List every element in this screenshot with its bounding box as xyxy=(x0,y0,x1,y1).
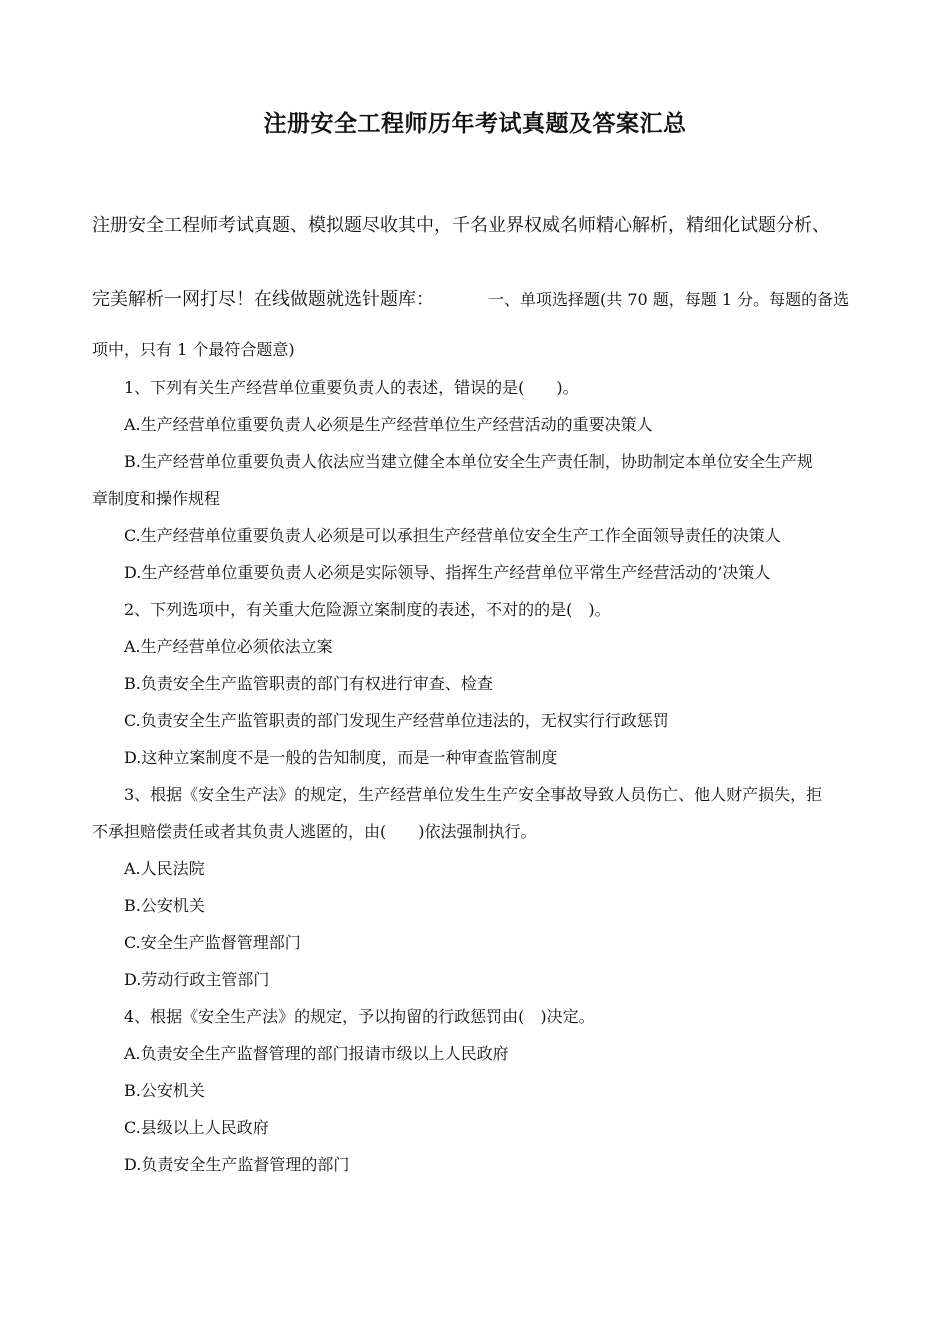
intro-line-1: 注册安全工程师考试真题、模拟题尽收其中，千名业界权威名师精心解析，精细化试题分析、 xyxy=(92,215,830,236)
question-1-option-a: A.生产经营单位重要负责人必须是生产经营单位生产经营活动的重要决策人 xyxy=(124,415,653,434)
question-2-option-b: B.负责安全生产监管职责的部门有权进行审查、检查 xyxy=(124,674,493,693)
question-2-stem: 2、下列选项中，有关重大危险源立案制度的表述，不对的的是( )。 xyxy=(124,600,611,619)
document-title: 注册安全工程师历年考试真题及答案汇总 xyxy=(263,110,687,137)
section-heading-line-1: 一、单项选择题(共 70 题，每题 1 分。每题的备选 xyxy=(488,290,850,309)
question-2-option-c: C.负责安全生产监管职责的部门发现生产经营单位违法的，无权实行行政惩罚 xyxy=(124,711,669,730)
question-3-option-d: D.劳动行政主管部门 xyxy=(124,970,270,989)
question-3-stem-line-1: 3、根据《安全生产法》的规定，生产经营单位发生生产安全事故导致人员伤亡、他人财产损失，拒 xyxy=(124,785,823,804)
question-1-option-d: D.生产经营单位重要负责人必须是实际领导、指挥生产经营单位平常生产经营活动的’决策人 xyxy=(124,563,771,582)
question-1-option-b: B.生产经营单位重要负责人依法应当建立健全本单位安全生产责任制，协助制定本单位安全生产规 xyxy=(124,452,813,471)
question-1-option-c: C.生产经营单位重要负责人必须是可以承担生产经营单位安全生产工作全面领导责任的决策人 xyxy=(124,526,781,545)
question-4-option-b: B.公安机关 xyxy=(124,1081,205,1100)
question-4-option-a: A.负责安全生产监督管理的部门报请市级以上人民政府 xyxy=(124,1044,509,1063)
question-3-stem-line-2: 不承担赔偿责任或者其负责人逃匿的，由( )依法强制执行。 xyxy=(92,822,537,841)
intro-line-2: 完美解析一网打尽！在线做题就选针题库： xyxy=(92,289,434,310)
question-2-option-a: A.生产经营单位必须依法立案 xyxy=(124,637,333,656)
section-heading-line-2: 项中，只有 1 个最符合题意) xyxy=(92,340,295,359)
question-3-option-a: A.人民法院 xyxy=(124,859,205,878)
question-1-option-b-continued: 章制度和操作规程 xyxy=(92,489,221,508)
question-4-option-c: C.县级以上人民政府 xyxy=(124,1118,269,1137)
question-3-option-b: B.公安机关 xyxy=(124,896,205,915)
question-1-stem: 1、下列有关生产经营单位重要负责人的表述，错误的是( )。 xyxy=(124,378,579,397)
question-4-option-d: D.负责安全生产监督管理的部门 xyxy=(124,1155,350,1174)
question-4-stem: 4、根据《安全生产法》的规定，予以拘留的行政惩罚由( )决定。 xyxy=(124,1007,595,1026)
question-3-option-c: C.安全生产监督管理部门 xyxy=(124,933,301,952)
question-2-option-d: D.这种立案制度不是一般的告知制度，而是一种审查监管制度 xyxy=(124,748,558,767)
